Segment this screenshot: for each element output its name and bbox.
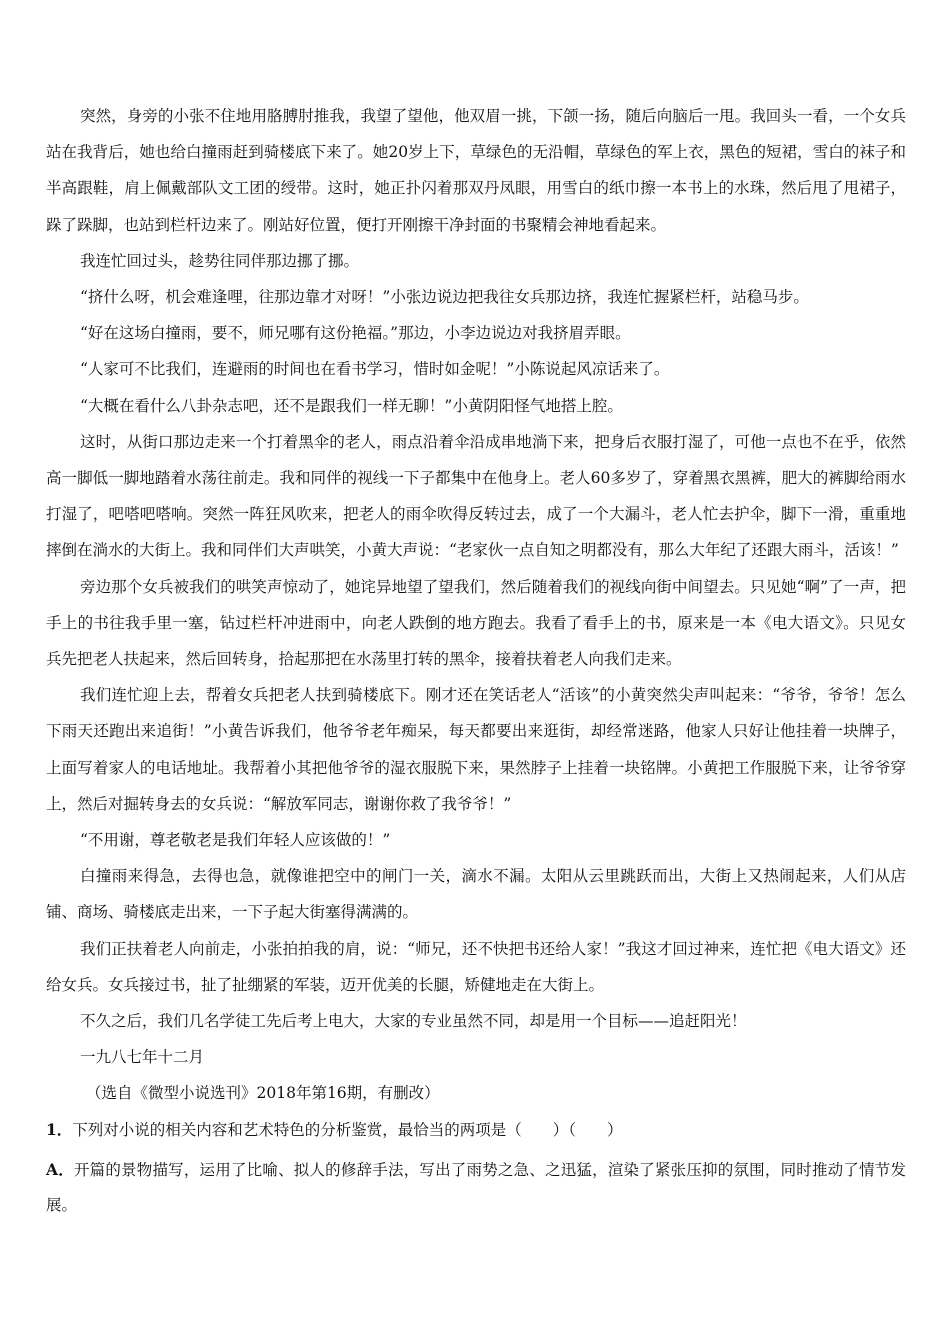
option-a-label: A． xyxy=(46,1159,74,1179)
paragraph-9: 我们连忙迎上去，帮着女兵把老人扶到骑楼底下。刚才还在笑话老人“活该”的小黄突然尖声叫起来：“爷爷，爷爷！怎么下雨天还跑出来追街！”小黄告诉我们，他爷爷老年痴呆，每天都要出来逛街，却经常迷路，他家人只好让他挂着一块牌子，上面写着家人的电话地址。我帮着小其把他爷爷的湿衣服脱下来，果然脖子上挂着一块铭牌。小黄把工作服脱下来，让爷爷穿上，然后对掘转身去的女兵说：“解放军同志，谢谢你救了我爷爷！” xyxy=(46,686,906,813)
article-body xyxy=(46,98,906,1223)
paragraph-10: “不用谢，尊老敬老是我们年轻人应该做的！” xyxy=(80,831,391,850)
paragraph-4: “好在这场白撞雨，要不，师兄哪有这份艳福。”那边，小李边说边对我挤眉弄眼。 xyxy=(80,324,631,343)
paragraph-6: “大概在看什么八卦杂志吧，还不是跟我们一样无聊！”小黄阴阳怪气地搭上腔。 xyxy=(80,396,623,415)
paragraph-13: 不久之后，我们几名学徒工先后考上电大，大家的专业虽然不同，却是用一个目标——追赶阳光！ xyxy=(80,1012,747,1031)
question-stem: 下列对小说的相关内容和艺术特色的分析鉴赏，最恰当的两项是（ ）（ ） xyxy=(72,1120,623,1139)
option-a xyxy=(46,1152,906,1223)
paragraph-12: 我们正扶着老人向前走，小张拍拍我的肩，说：“师兄，还不快把书还给人家！”我这才回过神来，连忙把《电大语文》还给女兵。女兵接过书，扯了扯绷紧的军装，迈开优美的长腿，矫健地走在大街上。 xyxy=(46,939,906,994)
option-a-text: 开篇的景物描写，运用了比喻、拟人的修辞手法，写出了雨势之急、之迅猛，渲染了紧张压抑的氛围，同时推动了情节发展。 xyxy=(46,1160,906,1214)
paragraph-3: “挤什么呀，机会难逢哩，往那边靠才对呀！”小张边说边把我往女兵那边挤，我连忙握紧栏杆，站稳马步。 xyxy=(80,288,809,307)
paragraph-1: 突然，身旁的小张不住地用胳膊肘推我，我望了望他，他双眉一挑，下颌一扬，随后向脑后一甩。我回头一看，一个女兵站在我背后，她也给白撞雨赶到骑楼底下来了。她20岁上下，草绿色的无沿帽，草绿色的军上衣，黑色的短裙，雪白的袜子和半高跟鞋，肩上佩戴部队文工团的绶带。这时，她正扑闪着那双丹凤眼，用雪白的纸巾擦一本书上的水珠，然后甩了甩裙子，跺了跺脚，也站到栏杆边来了。刚站好位置，便打开刚擦干净封面的书聚精会神地看起来。 xyxy=(46,107,906,234)
paragraph-11: 白撞雨来得急，去得也急，就像谁把空中的闸门一关，滴水不漏。太阳从云里跳跃而出，大街上又热闹起来，人们从店铺、商场、骑楼底走出来，一下子起大街塞得满满的。 xyxy=(46,867,906,922)
question-number: 1． xyxy=(46,1119,73,1139)
paragraph-7: 这时，从街口那边走来一个打着黑伞的老人，雨点沿着伞沿成串地淌下来，把身后衣服打湿了，可他一点也不在乎，依然高一脚低一脚地踏着水荡往前走。我和同伴的视线一下子都集中在他身上。老人60多岁了，穿着黑衣黑裤，肥大的裤脚给雨水打湿了，吧嗒吧嗒响。突然一阵狂风吹来，把老人的雨伞吹得反转过去，成了一个大漏斗，老人忙去护伞，脚下一滑，重重地摔倒在淌水的大街上。我和同伴们大声哄笑，小黄大声说：“老家伙一点自知之明都没有，那么大年纪了还跟大雨斗，活该！” xyxy=(46,432,906,560)
paragraph-8: 旁边那个女兵被我们的哄笑声惊动了，她诧异地望了望我们，然后随着我们的视线向街中间望去。只见她“啊”了一声，把手上的书往我手里一塞，钻过栏杆冲进雨中，向老人跌倒的地方跑去。我看了看手上的书，原来是一本《电大语文》。只见女兵先把老人扶起来，然后回转身，拾起那把在水荡里打转的黑伞，接着扶着老人向我们走来。 xyxy=(46,577,906,669)
source-note: （选自《微型小说选刊》2018年第16期，有删改） xyxy=(86,1084,440,1103)
paragraph-5: “人家可不比我们，连避雨的时间也在看书学习，惜时如金呢！”小陈说起风凉话来了。 xyxy=(80,360,670,379)
paragraph-2: 我连忙回过头，趁势往同伴那边挪了挪。 xyxy=(80,251,360,270)
date-line: 一九八七年十二月 xyxy=(80,1048,205,1067)
question-1 xyxy=(46,1114,906,1146)
